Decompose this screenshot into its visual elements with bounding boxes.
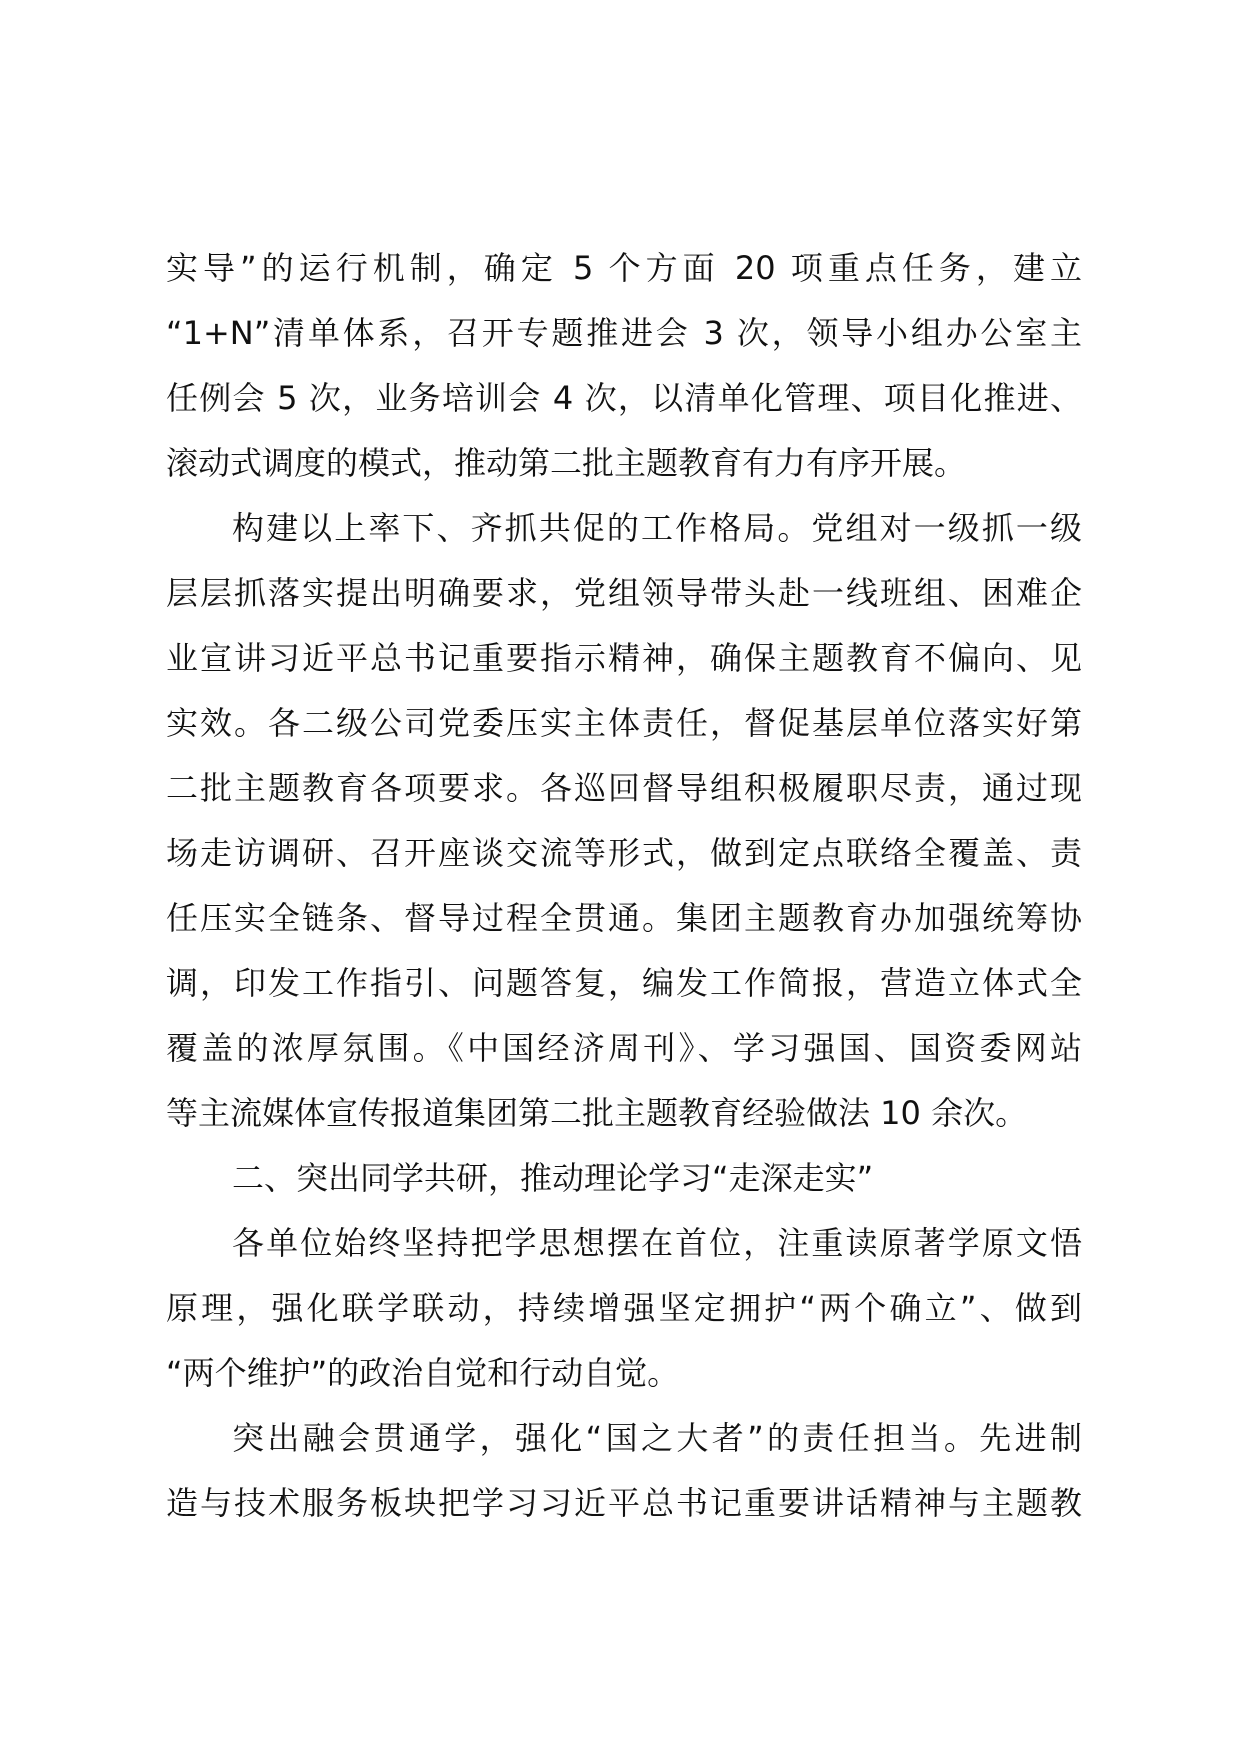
paragraph-first-line: 各单位始终坚持把学思想摆在首位，注重读原著学原文悟 (232, 1224, 1082, 1262)
paragraph-first-line: 构建以上率下、齐抓共促的工作格局。党组对一级抓一级 (232, 509, 1082, 547)
text-line: 造与技术服务板块把学习习近平总书记重要讲话精神与主题教 (166, 1484, 1082, 1522)
text-line: 实导”的运行机制，确定 5 个方面 20 项重点任务，建立 (166, 249, 1082, 287)
text-line: 滚动式调度的模式，推动第二批主题教育有力有序开展。 (166, 444, 967, 482)
text-line: “两个维护”的政治自觉和行动自觉。 (166, 1354, 680, 1392)
text-line: “1+N”清单体系，召开专题推进会 3 次，领导小组办公室主 (166, 314, 1082, 352)
text-line: 原理，强化联学联动，持续增强坚定拥护“两个确立”、做到 (166, 1289, 1082, 1327)
text-line: 业宣讲习近平总书记重要指示精神，确保主题教育不偏向、见 (166, 639, 1082, 677)
text-line: 层层抓落实提出明确要求，党组领导带头赴一线班组、困难企 (166, 574, 1082, 612)
text-line: 等主流媒体宣传报道集团第二批主题教育经验做法 10 余次。 (166, 1094, 1028, 1132)
text-line: 二批主题教育各项要求。各巡回督导组积极履职尽责，通过现 (166, 769, 1082, 807)
section-heading: 二、突出同学共研，推动理论学习“走深走实” (232, 1159, 874, 1197)
paragraph-first-line: 突出融会贯通学，强化“国之大者”的责任担当。先进制 (232, 1419, 1082, 1457)
text-line: 调，印发工作指引、问题答复，编发工作简报，营造立体式全 (166, 964, 1082, 1002)
text-line: 覆盖的浓厚氛围。《中国经济周刊》、学习强国、国资委网站 (166, 1029, 1082, 1067)
text-line: 任压实全链条、督导过程全贯通。集团主题教育办加强统筹协 (166, 899, 1082, 937)
text-line: 实效。各二级公司党委压实主体责任，督促基层单位落实好第 (166, 704, 1082, 742)
text-line: 场走访调研、召开座谈交流等形式，做到定点联络全覆盖、责 (166, 834, 1082, 872)
document-body (166, 236, 1082, 1536)
text-line: 任例会 5 次，业务培训会 4 次，以清单化管理、项目化推进、 (166, 379, 1082, 417)
